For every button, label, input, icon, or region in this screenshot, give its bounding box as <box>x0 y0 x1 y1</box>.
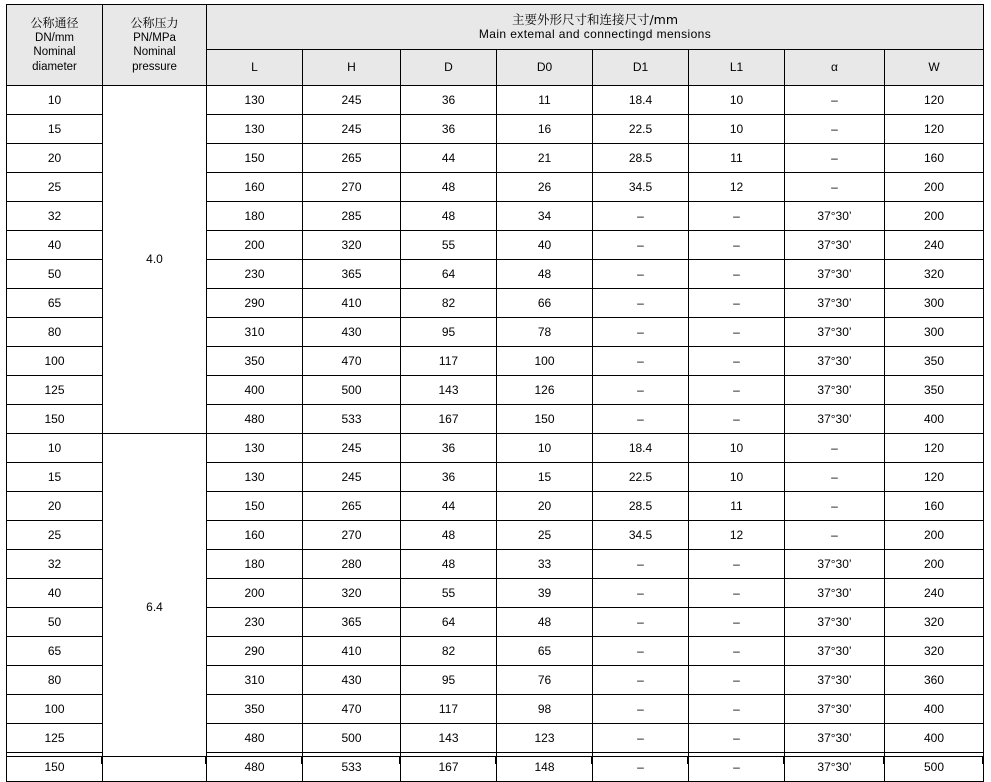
cell-D1: – <box>593 289 689 318</box>
cell-D1: – <box>593 637 689 666</box>
cell-D0: 65 <box>497 637 593 666</box>
cell-H: 245 <box>303 115 401 144</box>
cell-L: 200 <box>207 231 303 260</box>
cell-D0: 21 <box>497 144 593 173</box>
cell-alpha: – <box>785 521 885 550</box>
cell-W: 320 <box>885 608 984 637</box>
cell-alpha: 37°30’ <box>785 695 885 724</box>
cell-nominal-diameter: 50 <box>7 260 103 289</box>
cell-alpha: 37°30’ <box>785 202 885 231</box>
cell-nominal-diameter: 10 <box>7 86 103 115</box>
cell-H: 470 <box>303 695 401 724</box>
header-col-D: D <box>401 49 497 85</box>
cell-D0: 78 <box>497 318 593 347</box>
cell-D: 82 <box>401 289 497 318</box>
cell-L1: – <box>689 318 785 347</box>
bottom-edge-w <box>884 756 983 764</box>
cell-H: 270 <box>303 173 401 202</box>
cell-nominal-diameter: 150 <box>7 405 103 434</box>
cell-D1: – <box>593 347 689 376</box>
cell-L: 350 <box>207 695 303 724</box>
cell-D0: 40 <box>497 231 593 260</box>
cell-D1: 34.5 <box>593 173 689 202</box>
cell-D: 44 <box>401 144 497 173</box>
bottom-edge-d <box>400 756 496 764</box>
cell-L: 480 <box>207 405 303 434</box>
cell-H: 533 <box>303 753 401 782</box>
cell-W: 200 <box>885 173 984 202</box>
cell-alpha: – <box>785 173 885 202</box>
cell-H: 410 <box>303 637 401 666</box>
cell-D1: 28.5 <box>593 144 689 173</box>
cell-D1: – <box>593 666 689 695</box>
cell-alpha: 37°30’ <box>785 724 885 753</box>
header-pn-line4: pressure <box>132 60 177 73</box>
cell-W: 500 <box>885 753 984 782</box>
cell-H: 500 <box>303 376 401 405</box>
cell-D: 55 <box>401 231 497 260</box>
cell-D0: 100 <box>497 347 593 376</box>
cell-L: 160 <box>207 521 303 550</box>
cell-D0: 26 <box>497 173 593 202</box>
cell-L: 180 <box>207 550 303 579</box>
cell-D0: 76 <box>497 666 593 695</box>
cell-D0: 148 <box>497 753 593 782</box>
cell-D0: 126 <box>497 376 593 405</box>
cell-alpha: 37°30’ <box>785 405 885 434</box>
cell-D: 48 <box>401 521 497 550</box>
table-bottom-edge <box>6 756 983 764</box>
cell-alpha: 37°30’ <box>785 289 885 318</box>
cell-D1: – <box>593 405 689 434</box>
header-main-en: Main extemal and connectingd mensions <box>478 27 712 42</box>
cell-L1: 10 <box>689 86 785 115</box>
cell-D0: 39 <box>497 579 593 608</box>
cell-alpha: – <box>785 144 885 173</box>
cell-nominal-diameter: 50 <box>7 608 103 637</box>
cell-L1: 10 <box>689 115 785 144</box>
cell-W: 200 <box>885 202 984 231</box>
cell-H: 245 <box>303 463 401 492</box>
cell-W: 300 <box>885 289 984 318</box>
cell-alpha: 37°30’ <box>785 579 885 608</box>
cell-L: 160 <box>207 173 303 202</box>
cell-L1: – <box>689 695 785 724</box>
cell-D0: 33 <box>497 550 593 579</box>
cell-L1: – <box>689 347 785 376</box>
cell-H: 320 <box>303 579 401 608</box>
cell-D: 36 <box>401 463 497 492</box>
cell-H: 245 <box>303 86 401 115</box>
cell-D: 143 <box>401 376 497 405</box>
cell-D1: – <box>593 318 689 347</box>
cell-L1: – <box>689 724 785 753</box>
cell-alpha: 37°30’ <box>785 550 885 579</box>
header-main-dimensions <box>207 5 984 50</box>
cell-nominal-diameter: 80 <box>7 666 103 695</box>
cell-D1: – <box>593 202 689 231</box>
cell-nominal-pressure: 4.0 <box>103 86 207 434</box>
cell-alpha: – <box>785 434 885 463</box>
cell-H: 265 <box>303 144 401 173</box>
cell-L: 130 <box>207 434 303 463</box>
header-dn-cn: 公称通径 <box>30 15 79 30</box>
cell-L: 310 <box>207 666 303 695</box>
cell-D: 117 <box>401 347 497 376</box>
cell-L1: – <box>689 753 785 782</box>
cell-L1: – <box>689 289 785 318</box>
cell-W: 120 <box>885 86 984 115</box>
cell-D1: – <box>593 579 689 608</box>
cell-H: 265 <box>303 492 401 521</box>
cell-D: 36 <box>401 86 497 115</box>
cell-W: 320 <box>885 260 984 289</box>
cell-L1: – <box>689 202 785 231</box>
cell-alpha: 37°30’ <box>785 666 885 695</box>
cell-nominal-diameter: 20 <box>7 492 103 521</box>
cell-L1: – <box>689 405 785 434</box>
cell-L1: – <box>689 231 785 260</box>
cell-W: 400 <box>885 405 984 434</box>
header-col-D0: D0 <box>497 49 593 85</box>
cell-D0: 48 <box>497 260 593 289</box>
cell-L: 130 <box>207 463 303 492</box>
cell-H: 320 <box>303 231 401 260</box>
cell-L1: – <box>689 666 785 695</box>
header-row-1 <box>7 5 984 50</box>
header-main-cn: 主要外形尺寸和连接尺寸/mm <box>511 11 679 27</box>
cell-L1: – <box>689 579 785 608</box>
table-body <box>7 86 984 782</box>
cell-H: 533 <box>303 405 401 434</box>
cell-nominal-diameter: 10 <box>7 434 103 463</box>
cell-L1: 10 <box>689 434 785 463</box>
header-dn-line4: diameter <box>32 60 77 73</box>
header-nominal-diameter <box>7 5 103 86</box>
cell-alpha: 37°30’ <box>785 231 885 260</box>
cell-L: 480 <box>207 724 303 753</box>
cell-D: 36 <box>401 434 497 463</box>
header-col-W: W <box>885 49 984 85</box>
cell-nominal-diameter: 125 <box>7 376 103 405</box>
dimensions-table <box>6 4 984 782</box>
bottom-edge-alpha <box>784 756 884 764</box>
cell-alpha: – <box>785 492 885 521</box>
cell-H: 430 <box>303 318 401 347</box>
cell-nominal-pressure: 6.4 <box>103 434 207 782</box>
cell-W: 120 <box>885 463 984 492</box>
cell-L: 150 <box>207 492 303 521</box>
cell-D0: 123 <box>497 724 593 753</box>
cell-D1: 28.5 <box>593 492 689 521</box>
cell-D0: 15 <box>497 463 593 492</box>
cell-nominal-diameter: 125 <box>7 724 103 753</box>
spec-sheet <box>0 4 991 774</box>
cell-nominal-diameter: 40 <box>7 579 103 608</box>
cell-D0: 10 <box>497 434 593 463</box>
cell-alpha: 37°30’ <box>785 347 885 376</box>
cell-L1: 11 <box>689 492 785 521</box>
cell-D1: – <box>593 753 689 782</box>
cell-nominal-diameter: 65 <box>7 289 103 318</box>
cell-D0: 66 <box>497 289 593 318</box>
cell-L1: – <box>689 637 785 666</box>
cell-L: 230 <box>207 608 303 637</box>
cell-H: 280 <box>303 550 401 579</box>
cell-D: 36 <box>401 115 497 144</box>
cell-alpha: – <box>785 463 885 492</box>
cell-nominal-diameter: 32 <box>7 550 103 579</box>
cell-alpha: 37°30’ <box>785 637 885 666</box>
cell-W: 350 <box>885 376 984 405</box>
cell-L1: – <box>689 550 785 579</box>
table-head <box>7 5 984 86</box>
cell-D0: 11 <box>497 86 593 115</box>
cell-D: 64 <box>401 608 497 637</box>
cell-alpha: 37°30’ <box>785 376 885 405</box>
cell-L1: – <box>689 376 785 405</box>
cell-D1: 22.5 <box>593 115 689 144</box>
cell-W: 120 <box>885 115 984 144</box>
header-pn-line3: Nominal <box>133 46 176 59</box>
cell-L1: 12 <box>689 173 785 202</box>
cell-W: 360 <box>885 666 984 695</box>
cell-H: 365 <box>303 608 401 637</box>
cell-D0: 98 <box>497 695 593 724</box>
cell-D0: 20 <box>497 492 593 521</box>
cell-W: 160 <box>885 492 984 521</box>
cell-alpha: 37°30’ <box>785 753 885 782</box>
cell-W: 350 <box>885 347 984 376</box>
cell-D: 167 <box>401 405 497 434</box>
cell-nominal-diameter: 65 <box>7 637 103 666</box>
cell-D0: 150 <box>497 405 593 434</box>
cell-nominal-diameter: 40 <box>7 231 103 260</box>
cell-alpha: – <box>785 115 885 144</box>
cell-H: 270 <box>303 521 401 550</box>
cell-D1: – <box>593 231 689 260</box>
cell-L1: 11 <box>689 144 785 173</box>
cell-H: 285 <box>303 202 401 231</box>
cell-W: 200 <box>885 550 984 579</box>
cell-D: 143 <box>401 724 497 753</box>
cell-W: 320 <box>885 637 984 666</box>
cell-L: 150 <box>207 144 303 173</box>
cell-nominal-diameter: 20 <box>7 144 103 173</box>
cell-W: 120 <box>885 434 984 463</box>
cell-L: 290 <box>207 637 303 666</box>
bottom-edge-l1 <box>688 756 784 764</box>
cell-L1: – <box>689 260 785 289</box>
cell-D1: – <box>593 260 689 289</box>
cell-H: 410 <box>303 289 401 318</box>
cell-W: 400 <box>885 724 984 753</box>
cell-D1: – <box>593 695 689 724</box>
bottom-edge-l <box>206 756 302 764</box>
header-dn-line2: DN/mm <box>35 31 74 44</box>
cell-D: 95 <box>401 666 497 695</box>
cell-D0: 25 <box>497 521 593 550</box>
cell-L: 480 <box>207 753 303 782</box>
cell-L: 400 <box>207 376 303 405</box>
header-col-D1: D1 <box>593 49 689 85</box>
bottom-edge-h <box>302 756 400 764</box>
bottom-edge-d0 <box>496 756 592 764</box>
cell-alpha: 37°30’ <box>785 608 885 637</box>
cell-D: 48 <box>401 550 497 579</box>
cell-D1: 34.5 <box>593 521 689 550</box>
bottom-edge-pn <box>102 756 206 764</box>
cell-H: 430 <box>303 666 401 695</box>
header-pn-line2: PN/MPa <box>133 31 176 44</box>
cell-nominal-diameter: 80 <box>7 318 103 347</box>
cell-W: 400 <box>885 695 984 724</box>
cell-D: 55 <box>401 579 497 608</box>
cell-L: 350 <box>207 347 303 376</box>
cell-D1: – <box>593 376 689 405</box>
cell-H: 500 <box>303 724 401 753</box>
header-col-L: L <box>207 49 303 85</box>
cell-L: 200 <box>207 579 303 608</box>
cell-D: 64 <box>401 260 497 289</box>
cell-H: 470 <box>303 347 401 376</box>
bottom-edge-d1 <box>592 756 688 764</box>
cell-D0: 34 <box>497 202 593 231</box>
cell-nominal-diameter: 100 <box>7 695 103 724</box>
cell-D: 82 <box>401 637 497 666</box>
cell-alpha: 37°30’ <box>785 260 885 289</box>
table-row <box>7 434 984 463</box>
cell-nominal-diameter: 100 <box>7 347 103 376</box>
cell-D1: – <box>593 550 689 579</box>
cell-nominal-diameter: 150 <box>7 753 103 782</box>
cell-D: 48 <box>401 202 497 231</box>
header-col-H: H <box>303 49 401 85</box>
table-row <box>7 86 984 115</box>
cell-L: 130 <box>207 86 303 115</box>
cell-H: 365 <box>303 260 401 289</box>
cell-L: 290 <box>207 289 303 318</box>
header-dn-line3: Nominal <box>33 46 76 59</box>
header-pn-cn: 公称压力 <box>130 15 179 30</box>
cell-alpha: – <box>785 86 885 115</box>
cell-L: 310 <box>207 318 303 347</box>
cell-D0: 48 <box>497 608 593 637</box>
header-col-alpha: α <box>785 49 885 85</box>
cell-W: 160 <box>885 144 984 173</box>
cell-L: 180 <box>207 202 303 231</box>
cell-D1: – <box>593 724 689 753</box>
cell-alpha: 37°30’ <box>785 318 885 347</box>
cell-D: 167 <box>401 753 497 782</box>
cell-L: 230 <box>207 260 303 289</box>
cell-nominal-diameter: 32 <box>7 202 103 231</box>
cell-D1: 18.4 <box>593 434 689 463</box>
cell-L1: 10 <box>689 463 785 492</box>
cell-H: 245 <box>303 434 401 463</box>
header-nominal-pressure <box>103 5 207 86</box>
cell-W: 240 <box>885 579 984 608</box>
cell-D: 95 <box>401 318 497 347</box>
bottom-edge-dn <box>6 756 102 764</box>
cell-D: 44 <box>401 492 497 521</box>
cell-L1: 12 <box>689 521 785 550</box>
cell-D1: 18.4 <box>593 86 689 115</box>
cell-nominal-diameter: 25 <box>7 173 103 202</box>
cell-W: 240 <box>885 231 984 260</box>
cell-nominal-diameter: 15 <box>7 115 103 144</box>
cell-W: 300 <box>885 318 984 347</box>
cell-D: 117 <box>401 695 497 724</box>
cell-L1: – <box>689 608 785 637</box>
cell-D1: – <box>593 608 689 637</box>
header-col-L1: L1 <box>689 49 785 85</box>
cell-D0: 16 <box>497 115 593 144</box>
cell-D: 48 <box>401 173 497 202</box>
cell-L: 130 <box>207 115 303 144</box>
cell-W: 200 <box>885 521 984 550</box>
cell-D1: 22.5 <box>593 463 689 492</box>
cell-nominal-diameter: 25 <box>7 521 103 550</box>
cell-nominal-diameter: 15 <box>7 463 103 492</box>
